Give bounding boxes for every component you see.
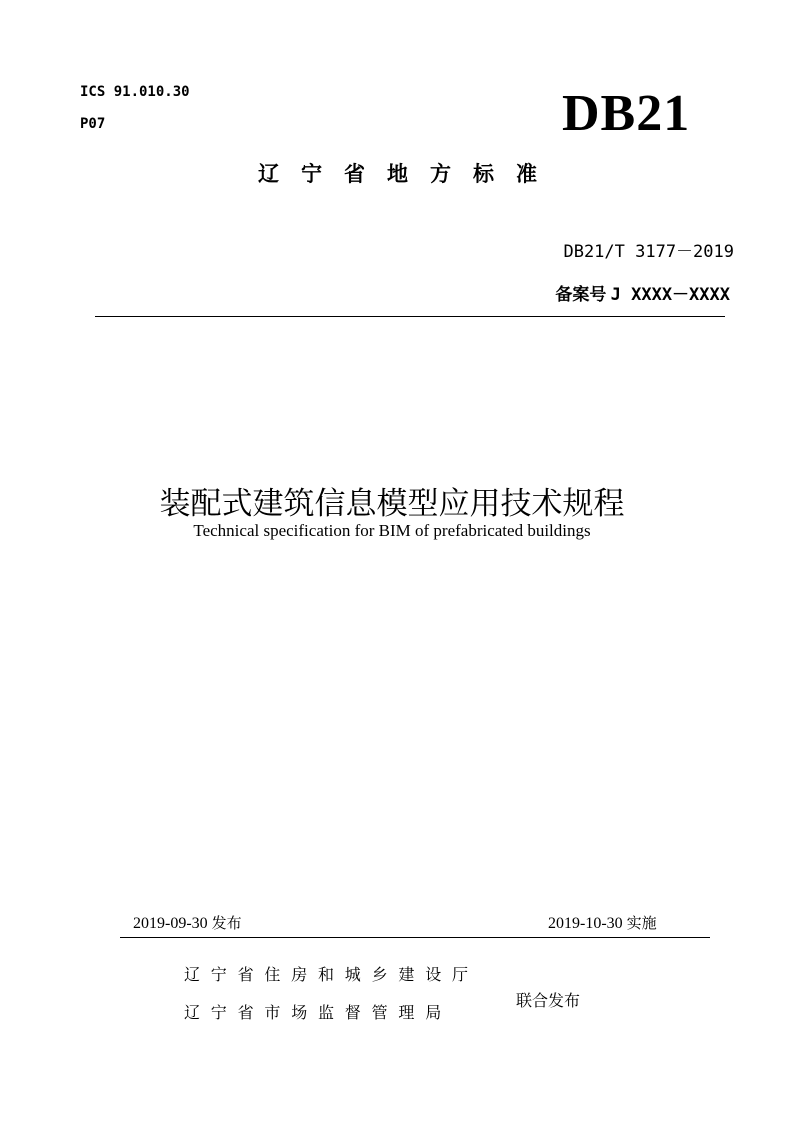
issue-date: 2019-09-30 [133,915,208,932]
title-english: Technical specification for BIM of prefabricated buildings [193,521,591,540]
implement-label: 实施 [626,914,657,932]
implement-date: 2019-10-30 [548,915,623,932]
standard-type: 辽宁省地方标准 [258,162,559,186]
standard-logo: DB21 [562,85,691,142]
filing-number-line [555,280,730,305]
standard-number: DB21/T 3177－2019 [563,242,734,262]
title-chinese: 装配式建筑信息模型应用技术规程 [159,486,625,522]
filing-label: 备案号 [555,285,607,305]
classification-code: P07 [80,116,106,132]
filing-number: J XXXX－XXXX [610,285,730,305]
issuer-dept-2: 辽宁省市场监督管理局 [184,1003,453,1022]
header-divider [95,316,725,317]
issue-label: 发布 [211,914,242,932]
issue-date-line [133,912,242,933]
ics-code: ICS 91.010.30 [80,84,190,100]
joint-issue-label: 联合发布 [516,991,581,1010]
footer-divider [120,937,710,938]
implement-date-line [548,912,657,933]
issuer-dept-1: 辽宁省住房和城乡建设厅 [184,965,479,984]
